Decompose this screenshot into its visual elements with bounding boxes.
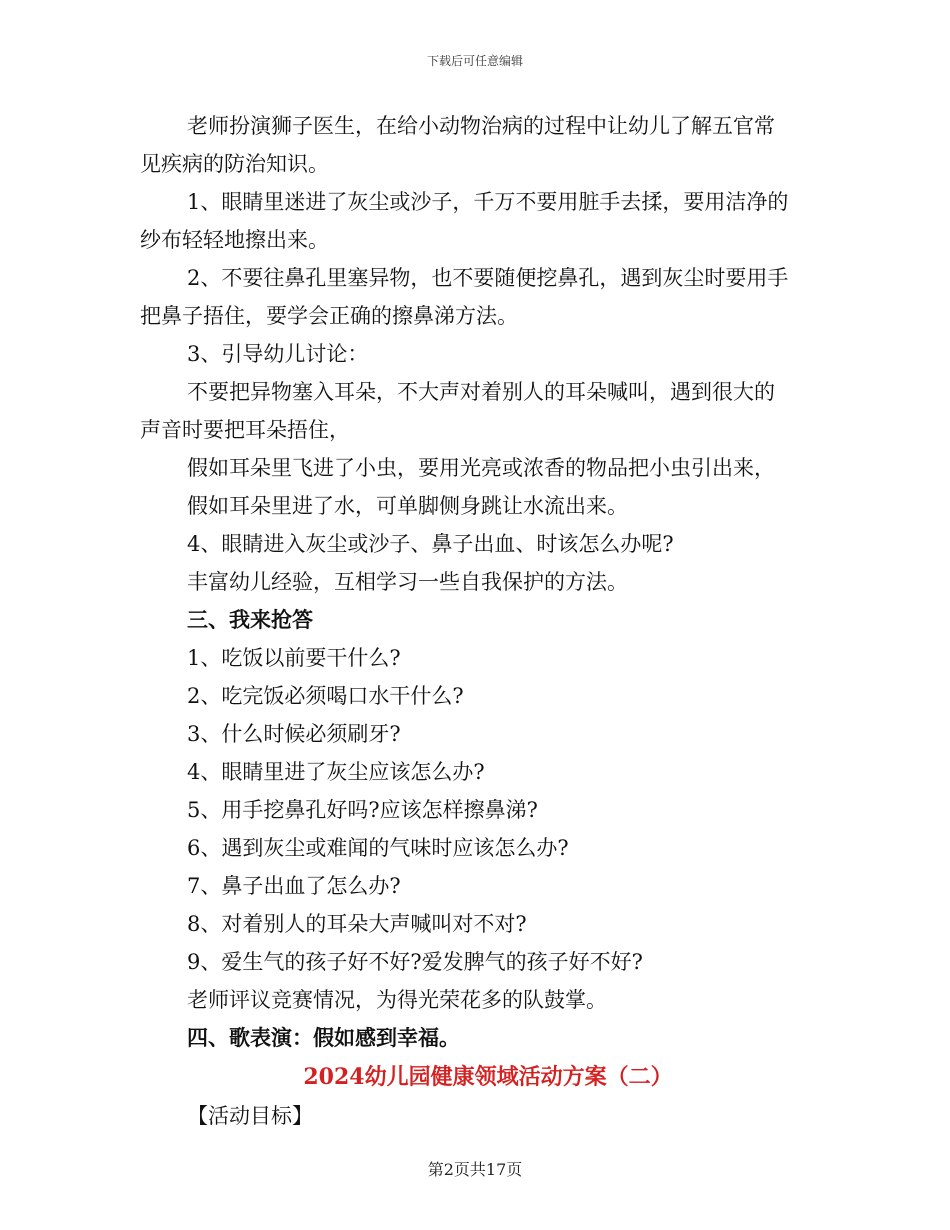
paragraph-line: 不要把异物塞入耳朵，不大声对着别人的耳朵喊叫，遇到很大的 [187, 380, 775, 404]
paragraph-line: 9、爱生气的孩子好不好?爱发脾气的孩子好不好? [187, 950, 643, 974]
paragraph-line: 假如耳朵里飞进了小虫，要用光亮或浓香的物品把小虫引出来， [187, 456, 775, 480]
section-title: 2024幼儿园健康领域活动方案（二） [303, 1064, 673, 1090]
paragraph-line: 丰富幼儿经验，互相学习一些自我保护的方法。 [187, 570, 628, 594]
paragraph-line: 6、遇到灰尘或难闻的气味时应该怎么办? [187, 836, 569, 860]
paragraph-line: 4、眼睛里进了灰尘应该怎么办? [187, 760, 485, 784]
page-header: 下载后可任意编辑 [426, 54, 523, 68]
paragraph-line: 3、引导幼儿讨论： [187, 342, 369, 366]
paragraph-line: 8、对着别人的耳朵大声喊叫对不对? [187, 912, 527, 936]
paragraph-line: 4、眼睛进入灰尘或沙子、鼻子出血、时该怎么办呢? [187, 532, 674, 556]
page-content [140, 107, 820, 1135]
paragraph-line: 2、不要往鼻孔里塞异物，也不要随便挖鼻孔，遇到灰尘时要用手 [187, 266, 789, 290]
section-heading: 三、我来抢答 [187, 607, 313, 632]
subheading: 【活动目标】 [187, 1104, 313, 1128]
paragraph-line: 1、眼睛里迷进了灰尘或沙子，千万不要用脏手去揉，要用洁净的 [187, 190, 789, 214]
paragraph-line: 把鼻子捂住，要学会正确的擦鼻涕方法。 [140, 304, 518, 328]
paragraph-line: 老师扮演狮子医生，在给小动物治病的过程中让幼儿了解五官常 [187, 114, 775, 138]
paragraph-line: 纱布轻轻地擦出来。 [140, 228, 329, 252]
paragraph-line: 2、吃完饭必须喝口水干什么? [187, 684, 464, 708]
section-heading: 四、歌表演：假如感到幸福。 [187, 1025, 460, 1050]
paragraph-line: 5、用手挖鼻孔好吗?应该怎样擦鼻涕? [187, 798, 538, 822]
body-lines [140, 107, 820, 1057]
paragraph-line: 声音时要把耳朵捂住， [140, 418, 350, 442]
paragraph-line: 老师评议竞赛情况，为得光荣花多的队鼓掌。 [187, 988, 607, 1012]
paragraph-line: 1、吃饭以前要干什么? [187, 646, 401, 670]
paragraph-line: 7、鼻子出血了怎么办? [187, 874, 401, 898]
paragraph-line: 见疾病的防治知识。 [140, 152, 329, 176]
page-footer: 第2页共17页 [427, 1160, 523, 1179]
paragraph-line: 假如耳朵里进了水，可单脚侧身跳让水流出来。 [187, 494, 628, 518]
paragraph-line: 3、什么时候必须刷牙? [187, 722, 401, 746]
